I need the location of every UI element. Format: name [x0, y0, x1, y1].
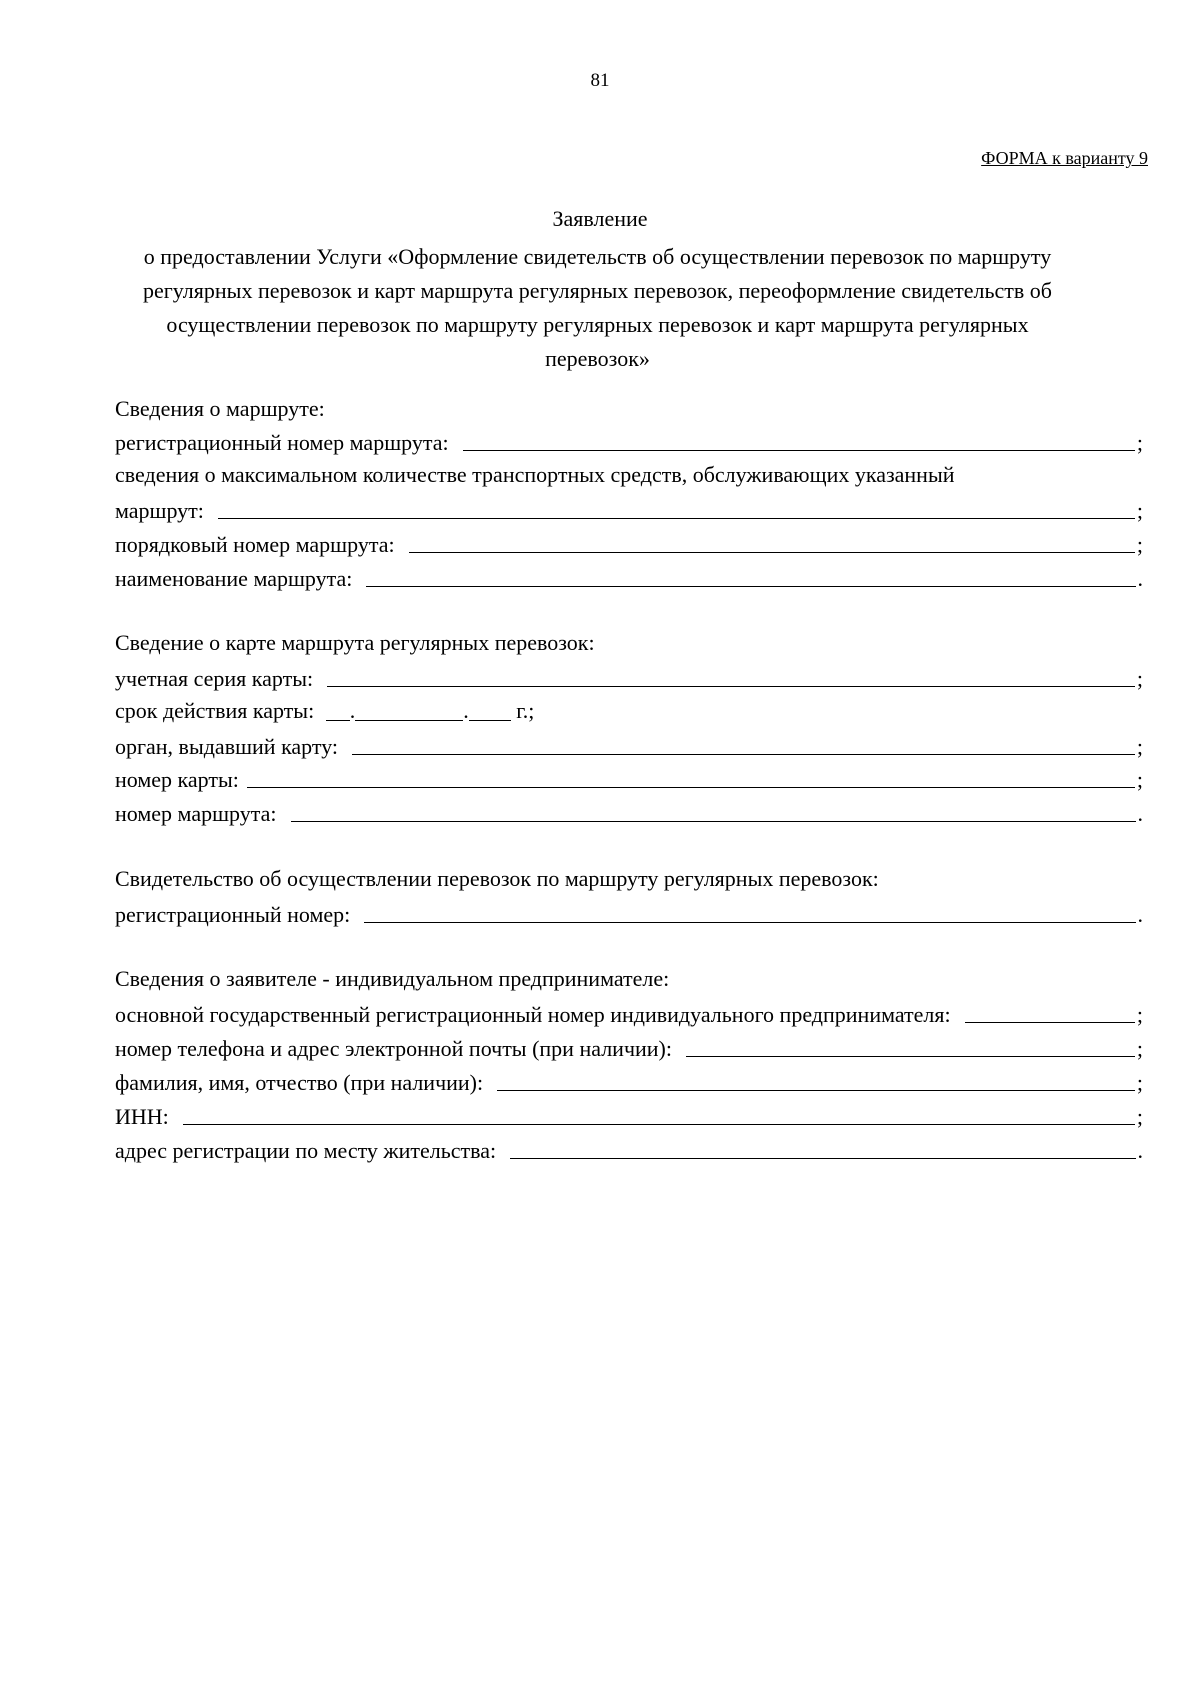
semicolon: ; — [1136, 767, 1143, 792]
inn-row — [115, 1100, 1143, 1130]
card-route-number-label: номер маршрута: — [115, 801, 277, 826]
validity-year-field[interactable] — [469, 700, 511, 721]
ogrnip-label: основной государственный регистрационный номер индивидуального предпринимателя: — [115, 1002, 951, 1027]
validity-month-field[interactable] — [355, 700, 463, 721]
applicant-info-heading: Сведения о заявителе - индивидуальном предпринимателе: — [115, 966, 670, 991]
certificate-reg-number-row — [115, 898, 1143, 928]
semicolon: ; — [1136, 430, 1143, 455]
card-info-heading: Сведение о карте маршрута регулярных перевозок: — [115, 630, 595, 655]
form-variant-label: ФОРМА к варианту 9 — [981, 148, 1148, 168]
semicolon: ; — [1136, 532, 1143, 557]
address-label: адрес регистрации по месту жительства: — [115, 1138, 497, 1163]
year-suffix: г.; — [516, 698, 535, 723]
card-issuer-row — [115, 730, 1143, 760]
page-number: 81 — [590, 70, 610, 91]
max-vehicles-field[interactable] — [218, 496, 1135, 519]
route-name-field[interactable] — [366, 564, 1135, 587]
route-serial-number-label: порядковый номер маршрута: — [115, 532, 395, 557]
period: . — [1137, 902, 1143, 927]
semicolon: ; — [1136, 734, 1143, 759]
card-validity-label: срок действия карты: — [115, 698, 315, 723]
card-number-row — [115, 763, 1143, 793]
card-number-field[interactable] — [247, 765, 1135, 788]
card-issuer-field[interactable] — [352, 732, 1135, 755]
contacts-label: номер телефона и адрес электронной почты (при наличии): — [115, 1036, 672, 1061]
semicolon: ; — [1136, 1104, 1143, 1129]
period: . — [1137, 1138, 1143, 1163]
document-title: Заявление — [552, 206, 648, 231]
fio-label: фамилия, имя, отчество (при наличии): — [115, 1070, 484, 1095]
inn-label: ИНН: — [115, 1104, 169, 1129]
card-series-field[interactable] — [327, 664, 1135, 687]
contacts-row — [115, 1032, 1143, 1062]
fio-field[interactable] — [497, 1068, 1135, 1091]
max-vehicles-label-line2: маршрут: — [115, 498, 204, 523]
route-info-heading: Сведения о маршруте: — [115, 396, 325, 421]
semicolon: ; — [1136, 1002, 1143, 1027]
semicolon: ; — [1136, 498, 1143, 523]
dot: . — [349, 698, 356, 723]
max-vehicles-label-line1: сведения о максимальном количестве транспортных средств, обслуживающих указанный — [115, 462, 955, 487]
card-route-number-row — [115, 797, 1143, 827]
route-reg-number-field[interactable] — [463, 428, 1135, 451]
inn-field[interactable] — [183, 1102, 1135, 1125]
card-route-number-field[interactable] — [291, 799, 1136, 822]
route-name-row — [115, 562, 1143, 592]
card-series-row — [115, 662, 1143, 692]
card-issuer-label: орган, выдавший карту: — [115, 734, 339, 759]
route-name-label: наименование маршрута: — [115, 566, 353, 591]
contacts-field[interactable] — [686, 1034, 1135, 1057]
max-vehicles-row — [115, 494, 1143, 524]
route-serial-number-field[interactable] — [409, 530, 1135, 553]
document-subtitle: о предоставлении Услуги «Оформление свидетельств об осуществлении перевозок по маршруту регулярных перевозок и карт маршрута регулярных перевозок, переоформление свидетельств об осуществлении перевозок по маршруту регулярных перевозок и карт маршрута регулярных перевозок» — [142, 244, 1052, 371]
validity-day-field[interactable] — [326, 700, 350, 721]
route-reg-number-row — [115, 426, 1143, 456]
card-series-label: учетная серия карты: — [115, 666, 314, 691]
period: . — [1137, 801, 1143, 826]
route-reg-number-label: регистрационный номер маршрута: — [115, 430, 449, 455]
ogrnip-row — [115, 998, 1143, 1028]
period: . — [1137, 566, 1143, 591]
semicolon: ; — [1136, 666, 1143, 691]
certificate-reg-number-field[interactable] — [364, 900, 1135, 923]
fio-row — [115, 1066, 1143, 1096]
certificate-info-heading: Свидетельство об осуществлении перевозок по маршруту регулярных перевозок: — [115, 866, 879, 891]
ogrnip-field[interactable] — [965, 1000, 1135, 1023]
address-row — [115, 1134, 1143, 1164]
certificate-reg-number-label: регистрационный номер: — [115, 902, 351, 927]
semicolon: ; — [1136, 1070, 1143, 1095]
card-validity-row — [115, 698, 534, 724]
dot: . — [463, 698, 469, 723]
card-number-label: номер карты: — [115, 767, 239, 792]
route-serial-number-row — [115, 528, 1143, 558]
semicolon: ; — [1136, 1036, 1143, 1061]
address-field[interactable] — [510, 1136, 1135, 1159]
